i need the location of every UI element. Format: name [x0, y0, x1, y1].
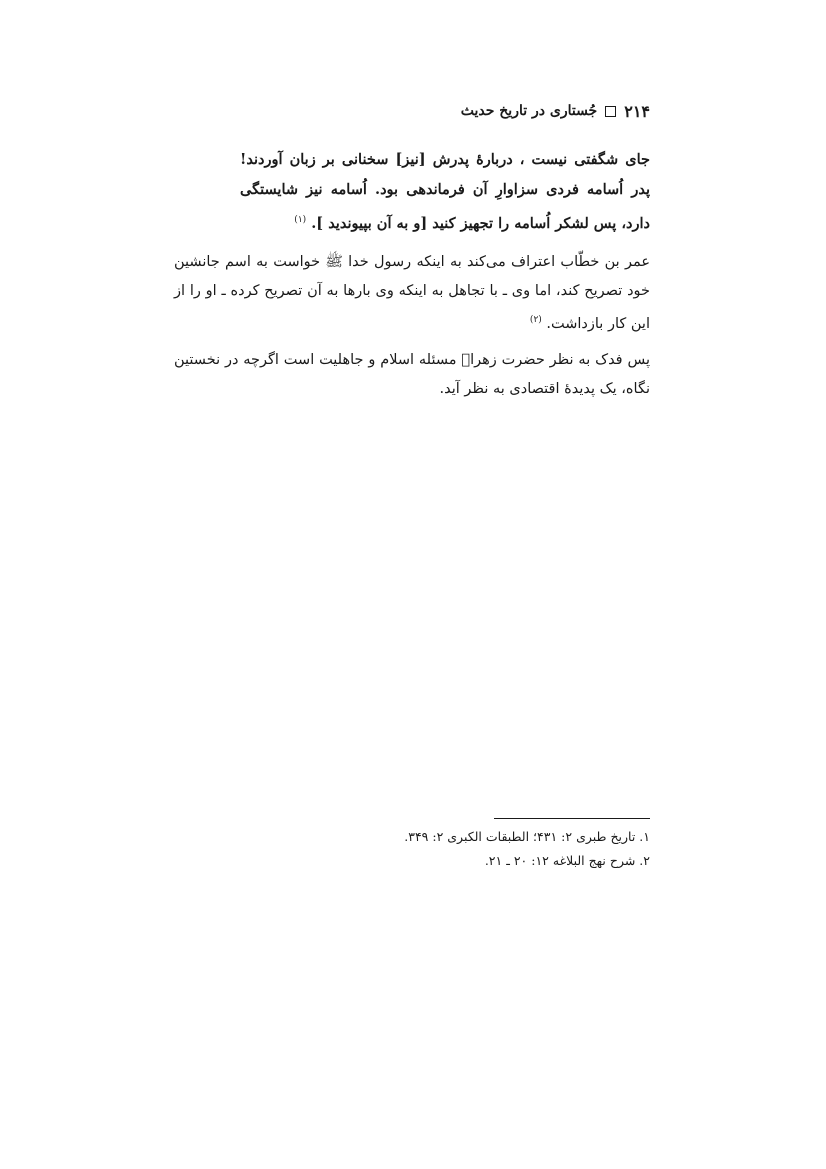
paragraph [174, 248, 650, 339]
footnote-1: ۱. تاریخ طبری ۲: ۴۳۱؛ الطبقات الکبری ۲: ۳۴۹. [404, 829, 650, 844]
quote-text: جای شگفتی نیست ، دربارهٔ پدرش [نیز] سخنانی بر زبان آوردند! پدر اُسامه فردی سزاوارِ آن فرماندهی بود. اُسامه نیز شایستگی دارد، پس لشکر اُسامه را تجهیز کنید [و به آن بپیوندید ]. [240, 151, 650, 232]
paragraph [174, 346, 650, 404]
book-title: جُستاری در تاریخ حدیث [460, 103, 598, 119]
footnotes [174, 825, 650, 873]
page-number: ۲۱۴ [624, 101, 650, 121]
quoted-passage [240, 145, 650, 239]
footnote-2: ۲. شرح نهج البلاغه ۱۲: ۲۰ ـ ۲۱. [484, 853, 650, 868]
footnote-ref-2: (۲) [529, 315, 542, 325]
square-bullet-icon [605, 106, 616, 117]
paragraph-text: پس فدک به نظر حضرت زهرا﷑ مسئله اسلام و جاهلیت است اگرچه در نخستین نگاه، یک پدیدهٔ اقتصادی به نظر آید. [174, 352, 650, 397]
footnote-ref-1: (۱) [294, 215, 307, 225]
footnote-divider [494, 818, 650, 819]
running-header [461, 96, 650, 126]
paragraph-text: عمر بن خطّاب اعتراف می‌کند به اینکه رسول خدا ﷺ خواست به اسم جانشین خود تصریح کند، اما وی ـ با تجاهل به اینکه وی بارها به آن تصریح کرده ـ او را از این کار بازداشت. [174, 254, 650, 332]
